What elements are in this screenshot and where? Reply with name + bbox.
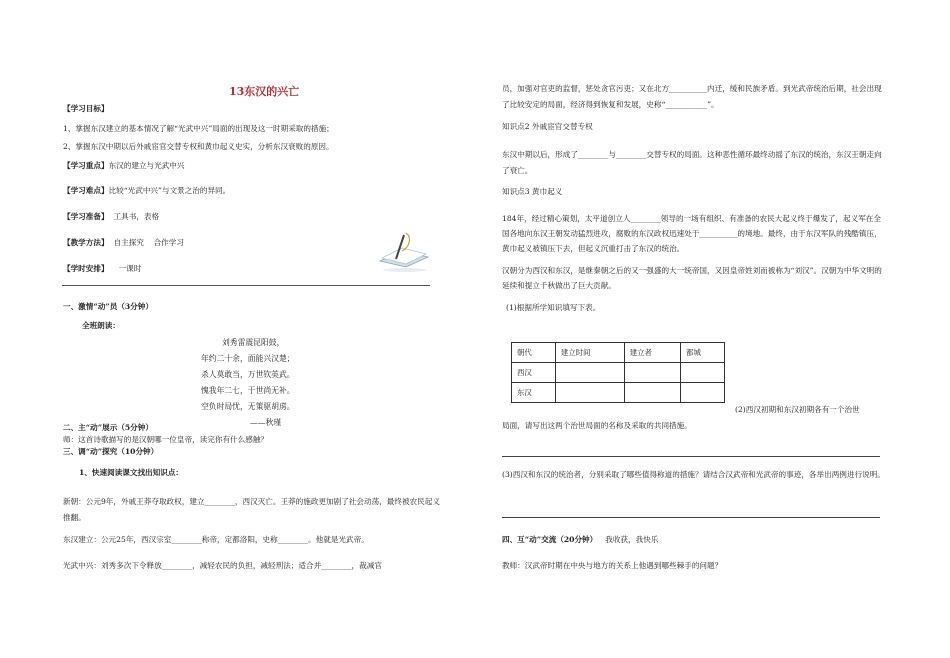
goal-1: 1、掌握东汉建立的基本情况了解“光武中兴”局面的出现及这一时期采取的措施； xyxy=(63,124,334,133)
section-3-sub: 1、快速阅读课文找出知识点： xyxy=(79,468,184,477)
table-cell[interactable] xyxy=(624,363,680,383)
question-2-part-b: 局面，请写出这两个治世局面的名称及采取的共同措施。 xyxy=(502,421,692,430)
section-2-heading: 二、主“动”展示（5分钟） xyxy=(63,423,153,432)
prep-row xyxy=(63,212,159,222)
answer-line xyxy=(502,456,880,457)
table-cell[interactable] xyxy=(681,383,725,403)
table-header: 建立时间 xyxy=(555,343,624,363)
method-text: 自主探究 合作学习 xyxy=(113,238,184,247)
method-row xyxy=(63,238,184,248)
section-3-heading: 三、调“动”探究（10分钟） xyxy=(63,447,159,456)
dynasty-table xyxy=(511,342,725,403)
table-cell[interactable] xyxy=(624,383,680,403)
diff-row xyxy=(63,186,230,196)
question-2-part-a: (2)西汉初期和东汉初期各有一个治世 xyxy=(735,405,860,414)
knowledge-point-2: 知识点2 外戚宦官交替专权 xyxy=(502,122,593,131)
table-header: 建立者 xyxy=(624,343,680,363)
time-row xyxy=(63,264,141,274)
question-3: (3)西汉和东汉的统治者，分别采取了哪些值得称道的措施？请结合汉武帝和光武帝的事迹，各举出两例进行说明。 xyxy=(502,470,885,479)
paragraph-xin: 新朝：公元9年，外戚王莽夺取政权，建立________，西汉灭亡。王莽的施政更加剧了社会动荡，最终被农民起义推翻。 xyxy=(63,497,440,522)
poem-line: 杀人莫敢当，万世钦英武。 xyxy=(201,370,295,379)
key-label: 【学习重点】 xyxy=(63,161,109,170)
table-header: 朝代 xyxy=(512,343,556,363)
time-text: 一课时 xyxy=(118,264,142,273)
question-1: (1)根据所学知识填写下表。 xyxy=(506,303,601,312)
section-4-row xyxy=(502,535,658,545)
table-cell[interactable] xyxy=(555,363,624,383)
section-4-sub: 我收获，我快乐 xyxy=(605,535,659,544)
time-label: 【学时安排】 xyxy=(63,264,109,273)
table-cell: 西汉 xyxy=(512,363,556,383)
diff-text: 比较“光武中兴”与文景之治的异同。 xyxy=(108,186,231,195)
method-label: 【教学方法】 xyxy=(63,238,109,247)
section-divider xyxy=(62,285,430,286)
book-illustration xyxy=(376,231,432,273)
poem-line: 空负时局忧，无策驱胡虏。 xyxy=(201,402,295,411)
goal-2: 2、掌握东汉中期以后外戚宦官交替专权和黄巾起义史实，分析东汉衰败的原因。 xyxy=(63,142,334,151)
key-text: 东汉的建立与光武中兴 xyxy=(108,161,185,170)
prep-label: 【学习准备】 xyxy=(63,212,109,221)
paragraph-kp3: 184年，经过精心策划，太平道创立人________领导的一场有组织、有准备的农民大起义终于爆发了，起义军在全国各地向东汉王朝发动猛烈进攻，腐败的东汉政权迅速处于__________的境地。最终，由于东汉军队的残酷镇压，黄巾起义被镇压下去，但起义沉重打击了东汉的统治。 xyxy=(502,214,882,253)
table-header-row xyxy=(512,343,725,363)
section-4-heading: 四、互“动”交流（20分钟） xyxy=(502,535,598,544)
key-row xyxy=(63,161,185,171)
poem-line: 愧我年二七，于世尚无补。 xyxy=(201,386,295,395)
diff-label: 【学习难点】 xyxy=(63,186,109,195)
section-1-heading: 一、激情“动”员（3分钟） xyxy=(63,302,153,311)
poem-line: 刘秀雷震昆阳鼓， xyxy=(222,338,285,347)
paragraph-kp2: 东汉中期以后，形成了________与________交替专权的局面。这种恶性循环最终动摇了东汉的统治，东汉王朝走向了衰亡。 xyxy=(502,150,882,175)
section-1-sub: 全班朗读： xyxy=(82,321,120,330)
section-2-text: 师：这首诗歌描写的是汉朝哪一位皇帝，读完你有什么感触？ xyxy=(63,435,269,444)
paragraph-donghan-founding: 东汉建立：公元25年，西汉宗室________称帝，定都洛阳，史称________。他就是光武帝。 xyxy=(63,535,369,544)
poem-line: 年约二十余，面能兴汉楚； xyxy=(201,354,295,363)
paragraph-guangwu: 光武中兴：刘秀多次下令释放________，减轻农民的负担，减轻刑法；适合并________，裁减官 xyxy=(63,561,382,570)
table-header: 都城 xyxy=(681,343,725,363)
poem-author: ——秋瑾 xyxy=(250,418,282,427)
table-row xyxy=(512,383,725,403)
answer-line xyxy=(502,517,880,518)
knowledge-point-3: 知识点3 黄巾起义 xyxy=(502,187,563,196)
paragraph-guangwu-cont: 员，加强对官吏的监督，惩处贪官污吏；又在北方__________内迁，缓和民族矛盾。到光武帝统治后期，社会出现了比较安定的局面，经济得到恢复和发展，史称“___________”。 xyxy=(502,84,882,109)
teacher-question: 教师：汉武帝时期在中央与地方的关系上他遇到哪些棘手的问题？ xyxy=(502,561,723,570)
page-title: 13东汉的兴亡 xyxy=(229,85,300,98)
table-cell: 东汉 xyxy=(512,383,556,403)
table-cell[interactable] xyxy=(555,383,624,403)
prep-text: 工具书，表格 xyxy=(113,212,160,221)
table-cell[interactable] xyxy=(681,363,725,383)
goal-label: 【学习目标】 xyxy=(63,104,109,113)
table-row xyxy=(512,363,725,383)
paragraph-han: 汉朝分为西汉和东汉，是继秦朝之后的又一强盛的大一统帝国，又因皇帝姓刘而被称为“刘汉”。汉朝为中华文明的延续和提立千秋做出了巨大贡献。 xyxy=(502,266,882,290)
